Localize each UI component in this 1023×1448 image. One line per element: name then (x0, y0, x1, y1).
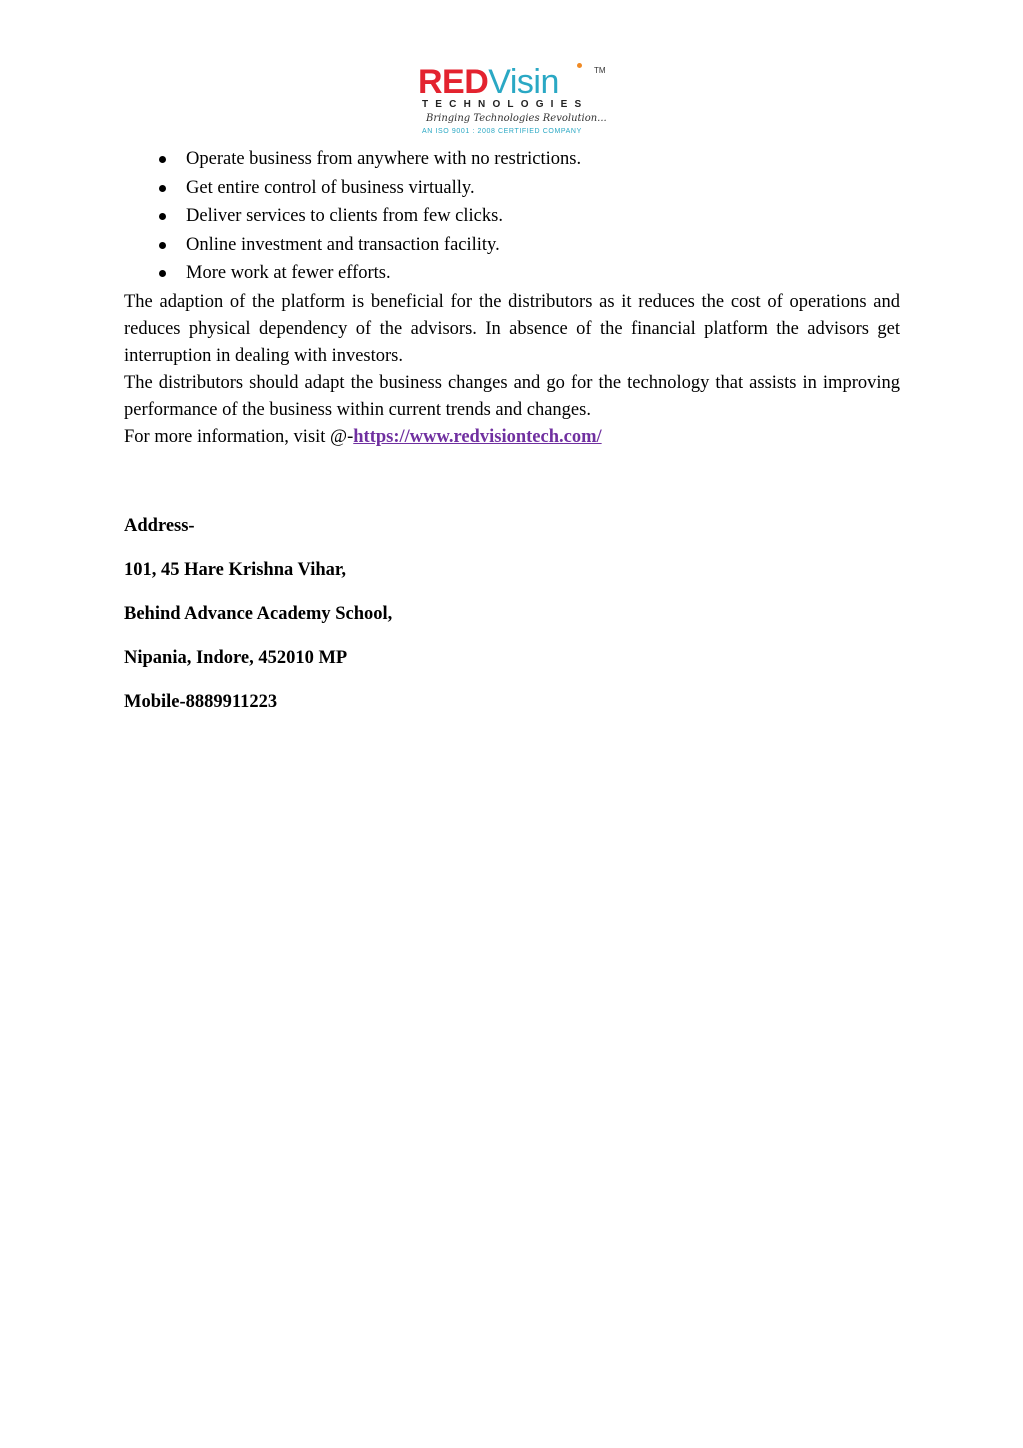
bullet-icon (159, 270, 166, 277)
website-link[interactable]: https://www.redvisiontech.com/ (353, 426, 602, 447)
mobile-number: Mobile-8889911223 (124, 691, 278, 712)
address-heading: Address- (124, 515, 195, 536)
address-line-3: Nipania, Indore, 452010 MP (124, 647, 348, 668)
paragraph-distributors: The distributors should adapt the business changes and go for the technology that assists in improving performance of the business within current trends and changes. (124, 372, 900, 420)
logo-iso-certification: AN ISO 9001 : 2008 CERTIFIED COMPANY (422, 128, 582, 135)
logo-vision-n: n (540, 63, 559, 101)
more-info-line (124, 424, 900, 451)
list-item-text: More work at fewer efforts. (186, 263, 391, 284)
address-line-2: Behind Advance Academy School, (124, 603, 393, 624)
bullet-icon (159, 242, 166, 249)
list-item (124, 232, 900, 261)
logo-subtitle: TECHNOLOGIES (422, 99, 589, 110)
list-item-text: Deliver services to clients from few clicks. (186, 206, 503, 227)
logo-wordmark (418, 62, 559, 102)
list-item (124, 146, 900, 175)
benefits-list (124, 146, 900, 289)
list-item (124, 203, 900, 232)
list-item (124, 175, 900, 204)
document-body (124, 146, 900, 716)
address-line-1: 101, 45 Hare Krishna Vihar, (124, 559, 347, 580)
bullet-icon (159, 213, 166, 220)
logo-orange-dot-icon (577, 63, 582, 68)
list-item-text: Get entire control of business virtually. (186, 177, 475, 198)
logo-tagline: Bringing Technologies Revolution... (426, 113, 607, 124)
paragraph-adaption: The adaption of the platform is beneficial for the distributors as it reduces the cost of operations and reduces physical dependency of the advisors. In absence of the financial platform the advisors get interruption in dealing with investors. (124, 291, 900, 366)
logo-red-text: RED (418, 63, 489, 101)
company-logo (418, 62, 608, 142)
bullet-icon (159, 185, 166, 192)
bullet-icon (159, 156, 166, 163)
list-item-text: Operate business from anywhere with no restrictions. (186, 149, 582, 169)
more-info-prefix: For more information, visit @- (124, 426, 354, 447)
logo-vision-text: Visi (488, 63, 541, 101)
list-item (124, 260, 900, 289)
logo-trademark: TM (594, 66, 606, 75)
list-item-text: Online investment and transaction facility. (186, 234, 500, 255)
